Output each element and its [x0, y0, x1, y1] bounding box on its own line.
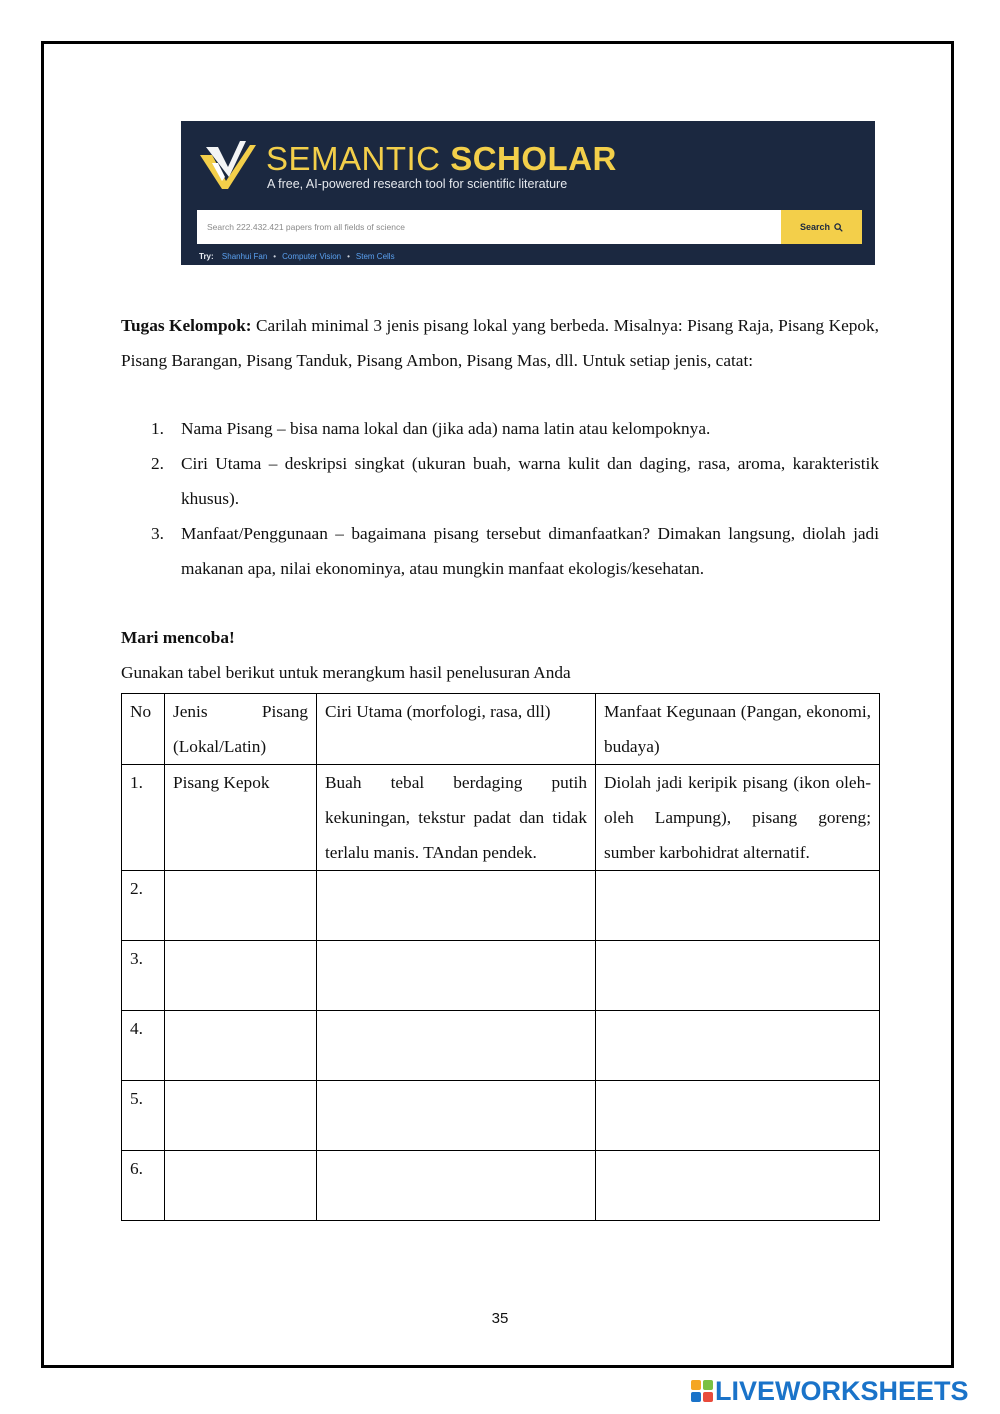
try-link-computer-vision[interactable]: Computer Vision: [282, 252, 342, 261]
search-button-label: Search: [799, 222, 831, 232]
cell-ciri[interactable]: [317, 1081, 596, 1151]
cell-jenis[interactable]: [165, 871, 317, 941]
header-jenis-pisang: Jenis Pisang (Lokal/Latin): [165, 694, 317, 765]
table-row: [122, 941, 880, 1011]
cell-jenis[interactable]: [165, 1151, 317, 1221]
liveworksheets-text: LIVEWORKSHEETS: [715, 1376, 969, 1406]
cell-ciri[interactable]: [317, 941, 596, 1011]
table-row: [122, 1151, 880, 1221]
header-ciri-utama: Ciri Utama (morfologi, rasa, dll): [317, 694, 596, 765]
brand-bold: SCHOLAR: [450, 140, 617, 177]
semantic-scholar-logo-icon: [198, 141, 256, 193]
list-item-number: 3.: [151, 524, 164, 543]
cell-manfaat[interactable]: [596, 1081, 880, 1151]
cell-manfaat[interactable]: [596, 1151, 880, 1221]
table-header-row: [122, 694, 880, 765]
row-number: 2.: [122, 871, 165, 941]
liveworksheets-watermark[interactable]: [691, 1376, 969, 1406]
separator-dot: •: [273, 252, 277, 261]
semantic-scholar-tagline: A free, AI-powered research tool for scientific literature: [267, 177, 568, 191]
cell-manfaat[interactable]: [596, 1011, 880, 1081]
semantic-scholar-banner: [181, 121, 875, 265]
list-item: [121, 516, 879, 586]
semantic-scholar-title: [266, 139, 617, 179]
separator-dot: •: [347, 252, 350, 261]
try-label: Try:: [199, 252, 214, 261]
list-item: [121, 446, 879, 516]
cell-jenis[interactable]: [165, 1011, 317, 1081]
cell-ciri[interactable]: Buah tebal berdaging putih kekuningan, tekstur padat dan tidak terlalu manis. TAndan pendek.: [317, 765, 596, 871]
task-label: Tugas Kelompok:: [121, 316, 252, 335]
list-item-text: Nama Pisang – bisa nama lokal dan (jika ada) nama latin atau kelompoknya.: [181, 419, 711, 438]
brand-light: SEMANTIC: [266, 140, 441, 177]
task-text: Carilah minimal 3 jenis pisang lokal yang berbeda. Misalnya: Pisang Raja, Pisang Kepok, Pisang Barangan, Pisang Tanduk, Pisang Ambon, Pisang Mas, dll. Untuk setiap jenis, catat:: [121, 316, 879, 370]
list-item-number: 2.: [151, 454, 164, 473]
table-row: [122, 871, 880, 941]
table-row: [122, 1011, 880, 1081]
cell-ciri[interactable]: [317, 1151, 596, 1221]
cell-ciri[interactable]: [317, 871, 596, 941]
cell-manfaat[interactable]: Diolah jadi keripik pisang (ikon oleh-oleh Lampung), pisang goreng; sumber karbohidrat alternatif.: [596, 765, 880, 871]
cell-manfaat[interactable]: [596, 871, 880, 941]
header-manfaat: Manfaat Kegunaan (Pangan, ekonomi, budaya): [596, 694, 880, 765]
banana-summary-table: [121, 693, 880, 1221]
criteria-list: [121, 411, 879, 586]
cell-jenis[interactable]: Pisang Kepok: [165, 765, 317, 871]
search-icon: [834, 223, 843, 232]
try-suggestions: [199, 252, 395, 262]
cell-jenis[interactable]: [165, 941, 317, 1011]
liveworksheets-logo-icon: [691, 1380, 713, 1402]
activity-instruction: Gunakan tabel berikut untuk merangkum hasil penelusuran Anda: [121, 663, 571, 682]
table-row: [122, 765, 880, 871]
list-item: [121, 411, 879, 446]
page-number: 35: [491, 1310, 509, 1327]
list-item-text: Ciri Utama – deskripsi singkat (ukuran buah, warna kulit dan daging, rasa, aroma, karakteristik khusus).: [181, 454, 879, 508]
cell-manfaat[interactable]: [596, 941, 880, 1011]
table-row: [122, 1081, 880, 1151]
row-number: 6.: [122, 1151, 165, 1221]
search-input[interactable]: [197, 210, 781, 244]
cell-jenis[interactable]: [165, 1081, 317, 1151]
list-item-number: 1.: [151, 419, 164, 438]
header-no: No: [122, 694, 165, 765]
task-paragraph: [121, 308, 879, 378]
cell-ciri[interactable]: [317, 1011, 596, 1081]
list-item-text: Manfaat/Penggunaan – bagaimana pisang tersebut dimanfaatkan? Dimakan langsung, diolah jadi makanan apa, nilai ekonominya, atau mungkin manfaat ekologis/kesehatan.: [181, 524, 879, 578]
activity-heading: Mari mencoba!: [121, 628, 235, 647]
try-link-shanhui-fan[interactable]: Shanhui Fan: [221, 252, 268, 261]
try-link-stem-cells[interactable]: Stem Cells: [355, 252, 395, 261]
row-number: 1.: [122, 765, 165, 871]
row-number: 3.: [122, 941, 165, 1011]
search-button[interactable]: [781, 210, 862, 244]
row-number: 5.: [122, 1081, 165, 1151]
row-number: 4.: [122, 1011, 165, 1081]
